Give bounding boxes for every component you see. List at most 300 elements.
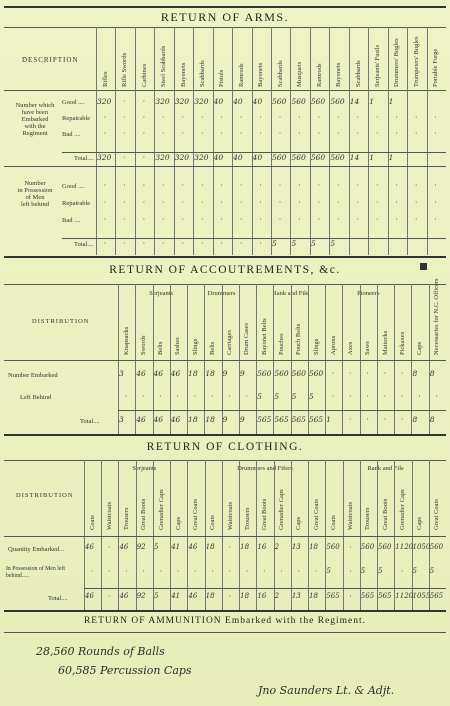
cell-value: 5 <box>274 392 280 401</box>
empty-cell: · <box>181 113 185 122</box>
cell-value: 560 <box>310 153 326 162</box>
cell-value: 18 <box>309 543 319 551</box>
cell-value: 5 <box>326 567 331 575</box>
cell-value: 8 <box>412 415 418 424</box>
empty-cell: · <box>331 369 335 378</box>
column-rule <box>290 27 291 255</box>
arms-description-label: DESCRIPTION <box>22 56 79 64</box>
ammunition-line-2: 60,585 Percussion Caps <box>58 664 192 677</box>
column-rule <box>271 27 272 255</box>
column-rule <box>360 284 361 434</box>
empty-cell: · <box>159 392 162 401</box>
empty-cell: · <box>142 181 146 190</box>
empty-cell: · <box>123 153 126 162</box>
empty-cell: · <box>220 129 223 138</box>
empty-cell: · <box>123 215 126 224</box>
cell-value: 18 <box>240 592 250 600</box>
empty-cell: · <box>434 215 437 224</box>
column-rule <box>96 27 97 255</box>
ammunition-title: RETURN OF AMMUNITION Embarked with the Regiment. <box>83 616 367 626</box>
arms-left-row-good: Good .... <box>62 183 85 190</box>
empty-cell: · <box>245 567 249 576</box>
cell-value: 8 <box>429 369 435 378</box>
empty-cell: · <box>400 392 404 401</box>
empty-cell: · <box>159 567 163 576</box>
empty-cell: · <box>103 239 107 248</box>
empty-cell: · <box>181 181 185 190</box>
empty-cell: · <box>414 198 418 207</box>
empty-cell: · <box>337 198 340 207</box>
column-group: Rank and File <box>272 290 309 297</box>
column-header: Belts <box>157 341 165 355</box>
empty-cell: · <box>239 181 243 190</box>
cell-value: 18 <box>188 415 198 424</box>
cell-value: 8 <box>429 415 435 424</box>
empty-cell: · <box>317 113 321 122</box>
cell-value: 560 <box>272 153 287 162</box>
empty-cell: · <box>280 567 283 576</box>
cell-value: 560 <box>291 369 306 378</box>
empty-cell: · <box>220 113 223 122</box>
cell-value: 46 <box>170 415 181 424</box>
cell-value: 40 <box>252 97 263 106</box>
cell-value: 1 <box>369 97 374 106</box>
empty-cell: · <box>162 113 165 122</box>
column-header: Knapsacks <box>122 326 130 355</box>
empty-cell: · <box>103 129 107 138</box>
column-rule <box>429 284 430 434</box>
empty-cell: · <box>181 215 185 224</box>
empty-cell: · <box>298 215 301 224</box>
empty-cell: · <box>366 392 369 401</box>
cell-value: 560 <box>291 153 306 162</box>
cell-value: 320 <box>194 153 209 162</box>
cell-value: 560 <box>291 97 306 106</box>
empty-cell: · <box>278 198 282 207</box>
empty-cell: · <box>434 181 437 190</box>
empty-cell: · <box>162 181 165 190</box>
empty-cell: · <box>245 392 249 401</box>
empty-cell: · <box>103 198 107 207</box>
column-group: Rank and File <box>367 465 404 472</box>
empty-cell: · <box>259 129 262 138</box>
empty-cell: · <box>349 567 352 576</box>
cell-value: 565 <box>257 415 272 424</box>
column-header: Sashes <box>174 337 182 355</box>
empty-cell: · <box>349 415 352 424</box>
empty-cell: · <box>220 198 223 207</box>
column-header: Drum Cases <box>243 323 251 355</box>
empty-cell: · <box>142 567 145 576</box>
cell-value: 40 <box>213 97 224 106</box>
arms-row-total: Total.... <box>74 155 94 162</box>
cell-value: 18 <box>205 415 215 424</box>
empty-cell: · <box>298 129 301 138</box>
empty-cell: · <box>220 181 223 190</box>
column-rule <box>310 27 311 255</box>
column-group: Drummers <box>207 290 236 297</box>
cell-value: 565 <box>429 592 444 600</box>
column-header: Rifles <box>101 71 109 87</box>
empty-cell: · <box>181 129 185 138</box>
empty-cell: · <box>141 392 145 401</box>
empty-cell: · <box>200 113 204 122</box>
cell-value: 9 <box>222 415 228 424</box>
empty-cell: · <box>176 567 180 576</box>
empty-cell: · <box>349 592 352 601</box>
empty-cell: · <box>278 129 282 138</box>
cell-value: 13 <box>291 543 301 551</box>
column-group: Drummers and Fifers <box>237 465 293 472</box>
empty-cell: · <box>395 113 398 122</box>
column-header: Mattocks <box>381 330 389 355</box>
cell-value: 5 <box>272 239 277 248</box>
cell-value: 565 <box>291 415 306 424</box>
cell-value: 14 <box>349 97 360 106</box>
empty-cell: · <box>123 198 126 207</box>
column-header: Pouch Belts <box>295 323 303 355</box>
cell-value: 5 <box>291 392 297 401</box>
cell-value: 560 <box>360 543 375 551</box>
column-header: Musquets <box>296 61 304 87</box>
column-header: Slings <box>312 338 320 355</box>
empty-cell: · <box>395 215 398 224</box>
clo-row-left: In Possession of Men left behind..... <box>6 566 65 579</box>
column-rule <box>325 284 326 434</box>
cell-value: 41 <box>171 543 181 551</box>
empty-cell: · <box>220 215 223 224</box>
empty-cell: · <box>349 392 352 401</box>
empty-cell: · <box>193 392 197 401</box>
clo-row-embarked: Quantity Embarked... <box>8 546 64 553</box>
empty-cell: · <box>337 129 340 138</box>
empty-cell: · <box>194 567 197 576</box>
empty-cell: · <box>400 567 404 576</box>
empty-cell: · <box>123 97 126 106</box>
column-rule <box>388 27 389 255</box>
column-header: Great Boots <box>381 498 389 530</box>
arms-title: RETURN OF ARMS. <box>160 10 290 24</box>
column-rule <box>170 284 171 434</box>
empty-cell: · <box>142 113 146 122</box>
cell-value: 9 <box>239 415 245 424</box>
column-header: Great Coats <box>192 499 200 530</box>
arms-left-row-total: Total.... <box>74 241 94 248</box>
cell-value: 560 <box>308 369 324 378</box>
empty-cell: · <box>103 215 107 224</box>
cell-value: 46 <box>153 369 164 378</box>
empty-cell: · <box>383 392 387 401</box>
empty-cell: · <box>337 113 340 122</box>
empty-cell: · <box>142 97 146 106</box>
empty-cell: · <box>103 113 107 122</box>
empty-cell: · <box>375 198 379 207</box>
cell-value: 18 <box>205 543 215 551</box>
empty-cell: · <box>239 215 243 224</box>
cell-value: 5 <box>310 239 316 248</box>
empty-cell: · <box>259 239 262 248</box>
column-header: Bayonets <box>179 62 187 87</box>
cell-value: 5 <box>360 567 366 575</box>
empty-cell: · <box>200 129 204 138</box>
column-header: Pouches <box>278 333 285 355</box>
empty-cell: · <box>259 215 262 224</box>
column-header: Necessaries for N.C. Officers <box>433 278 441 355</box>
arms-row-bad: Bad .... <box>62 131 81 138</box>
cell-value: 46 <box>170 369 181 378</box>
empty-cell: · <box>356 215 360 224</box>
cell-value: 18 <box>188 369 198 378</box>
cell-value: 320 <box>174 153 190 162</box>
ammunition-line-1: 28,560 Rounds of Balls <box>36 645 165 658</box>
column-header: Great Boots <box>261 498 268 530</box>
cell-value: 92 <box>136 543 146 551</box>
empty-cell: · <box>298 181 301 190</box>
empty-cell: · <box>200 215 204 224</box>
empty-cell: · <box>211 567 214 576</box>
column-header: Rifle Swords <box>121 52 129 87</box>
empty-cell: · <box>414 113 418 122</box>
column-header: Bayonet Belts <box>260 318 268 355</box>
column-rule <box>204 284 205 434</box>
cell-value: 9 <box>239 369 245 378</box>
column-rule <box>232 27 233 255</box>
column-rule <box>135 284 136 434</box>
empty-cell: · <box>239 129 243 138</box>
cell-value: 13 <box>291 592 301 600</box>
empty-cell: · <box>395 198 398 207</box>
empty-cell: · <box>142 215 146 224</box>
empty-cell: · <box>278 113 282 122</box>
cell-value: 560 <box>326 543 340 551</box>
cell-value: 41 <box>171 592 181 600</box>
cell-value: 560 <box>378 543 392 551</box>
cell-value: 3 <box>119 415 124 424</box>
cell-value: 560 <box>429 543 444 551</box>
empty-cell: · <box>434 129 437 138</box>
empty-cell: · <box>375 113 379 122</box>
column-header: Scabbards <box>354 60 362 87</box>
column-rule <box>213 27 214 255</box>
column-header: Scabbards <box>198 60 206 87</box>
cell-value: 1120 <box>395 592 414 600</box>
acc-row-embarked: Number Embarked <box>8 372 58 379</box>
arms-left-row-bad: Bad .... <box>62 217 81 224</box>
empty-cell: · <box>107 567 111 576</box>
cell-value: 18 <box>205 592 215 600</box>
cell-value: 40 <box>213 153 224 162</box>
empty-cell: · <box>331 392 335 401</box>
cell-value: 5 <box>257 392 262 401</box>
cell-value: 46 <box>85 543 94 551</box>
arms-left-row-repairable: Repairable <box>62 200 91 207</box>
empty-cell: · <box>383 369 387 378</box>
acc-row-left: Left Behind <box>20 394 52 401</box>
empty-cell: · <box>349 543 352 552</box>
cell-value: 560 <box>274 369 289 378</box>
cell-value: 3 <box>119 369 124 378</box>
empty-cell: · <box>314 567 318 576</box>
cell-value: 1055 <box>412 592 431 600</box>
column-header: Carriages <box>226 330 234 355</box>
empty-cell: · <box>375 215 379 224</box>
column-header: Bayonets <box>257 62 265 87</box>
cell-value: 1120 <box>395 543 414 551</box>
column-header: Waistcoats <box>105 502 113 530</box>
empty-cell: · <box>162 129 165 138</box>
empty-cell: · <box>228 543 232 552</box>
empty-cell: · <box>414 215 418 224</box>
empty-cell: · <box>418 392 421 401</box>
column-header: Coats <box>88 515 96 530</box>
column-header: Swords <box>139 335 147 355</box>
column-rule <box>411 284 412 434</box>
cell-value: 5 <box>378 567 383 575</box>
empty-cell: · <box>107 543 111 552</box>
column-header: Caps <box>416 517 424 530</box>
empty-cell: · <box>435 392 438 401</box>
cell-value: 560 <box>330 153 345 162</box>
empty-cell: · <box>366 369 369 378</box>
empty-cell: · <box>317 198 321 207</box>
cell-value: 46 <box>136 369 146 378</box>
empty-cell: · <box>337 215 340 224</box>
empty-cell: · <box>259 181 262 190</box>
column-header: Steel Scabbards <box>160 45 168 87</box>
column-header: Portable Forge <box>432 48 440 87</box>
empty-cell: · <box>239 198 243 207</box>
clothing-title: RETURN OF CLOTHING. <box>146 441 304 453</box>
column-rule <box>193 27 194 255</box>
cell-value: 5 <box>291 239 297 248</box>
cell-value: 46 <box>188 543 198 551</box>
empty-cell: · <box>259 198 262 207</box>
column-rule <box>342 284 343 434</box>
empty-cell: · <box>142 129 146 138</box>
cell-value: 5 <box>153 592 159 600</box>
cell-value: 320 <box>194 97 209 106</box>
column-rule <box>239 284 240 434</box>
empty-cell: · <box>298 113 301 122</box>
column-rule <box>187 284 188 434</box>
empty-cell: · <box>349 369 352 378</box>
acc-row-total: Total.... <box>80 418 100 425</box>
empty-cell: · <box>395 129 398 138</box>
cell-value: 565 <box>326 592 340 600</box>
accoutrements-title: RETURN OF ACCOUTREMENTS, &c. <box>109 264 341 276</box>
cell-value: 14 <box>349 153 360 162</box>
empty-cell: · <box>176 392 179 401</box>
empty-cell: · <box>395 181 398 190</box>
column-header: Great Coats <box>312 499 320 530</box>
cell-value: 40 <box>233 97 243 106</box>
empty-cell: · <box>123 181 126 190</box>
empty-cell: · <box>162 215 165 224</box>
empty-cell: · <box>228 567 232 576</box>
column-header: Serjeants' Fusils <box>373 44 381 87</box>
cell-value: 16 <box>257 592 267 600</box>
cell-value: 1 <box>369 153 374 162</box>
empty-cell: · <box>123 129 126 138</box>
empty-cell: · <box>375 129 379 138</box>
column-header: Belts <box>208 341 216 355</box>
column-header: Waistcoats <box>347 502 355 530</box>
cell-value: 46 <box>85 592 94 600</box>
column-rule <box>329 27 330 255</box>
cell-value: 1 <box>388 97 394 106</box>
empty-cell: · <box>400 415 404 424</box>
column-rule <box>273 284 274 434</box>
column-header: Trousers <box>243 507 251 530</box>
column-header: Ramrods <box>315 63 323 87</box>
empty-cell: · <box>162 198 165 207</box>
column-header: Caps <box>295 517 303 530</box>
empty-cell: · <box>356 113 360 122</box>
column-rule <box>407 27 408 255</box>
cell-value: 5 <box>412 567 417 575</box>
empty-cell: · <box>317 181 321 190</box>
empty-cell: · <box>434 198 437 207</box>
empty-cell: · <box>125 567 128 576</box>
cell-value: 46 <box>136 415 146 424</box>
column-header: Caps <box>416 342 424 355</box>
column-rule <box>154 27 155 255</box>
cell-value: 560 <box>257 369 272 378</box>
column-rule <box>118 284 119 434</box>
empty-cell: · <box>142 198 146 207</box>
empty-cell: · <box>317 129 321 138</box>
empty-cell: · <box>181 198 185 207</box>
column-rule <box>252 27 253 255</box>
cell-value: 5 <box>153 543 159 551</box>
empty-cell: · <box>239 113 243 122</box>
column-rule <box>368 27 369 255</box>
column-rule <box>153 284 154 434</box>
column-header: Ramrods <box>237 63 245 87</box>
empty-cell: · <box>107 592 111 601</box>
cell-value: 560 <box>310 97 326 106</box>
cell-value: 565 <box>308 415 324 424</box>
cell-value: 40 <box>252 153 263 162</box>
empty-cell: · <box>414 181 418 190</box>
empty-cell: · <box>142 239 146 248</box>
column-rule <box>115 27 116 255</box>
column-rule <box>256 284 257 434</box>
arms-row-good: Good .... <box>62 99 85 106</box>
cell-value: 565 <box>360 592 375 600</box>
empty-cell: · <box>210 392 214 401</box>
accoutrements-distribution-label: DISTRIBUTION <box>32 318 90 325</box>
column-rule <box>349 27 350 255</box>
column-header: Great Coats <box>433 499 441 530</box>
column-header: Saws <box>364 341 372 355</box>
cell-value: 5 <box>308 392 314 401</box>
cell-value: 560 <box>330 97 345 106</box>
empty-cell: · <box>356 181 360 190</box>
arms-embarked-label: Number which have been Embarked with the Regiment <box>15 102 55 137</box>
empty-cell: · <box>434 113 437 122</box>
column-rule <box>174 27 175 255</box>
cell-value: 5 <box>429 567 435 575</box>
column-group: Pioneers <box>357 290 380 297</box>
cell-value: 1 <box>388 153 394 162</box>
column-header: Pickaxes <box>398 331 406 355</box>
column-rule <box>135 27 136 255</box>
column-header: Scabbards <box>276 60 284 87</box>
column-header: Pistols <box>218 69 226 87</box>
column-header: Drummers' Bugles <box>393 38 401 87</box>
column-rule <box>394 284 395 434</box>
